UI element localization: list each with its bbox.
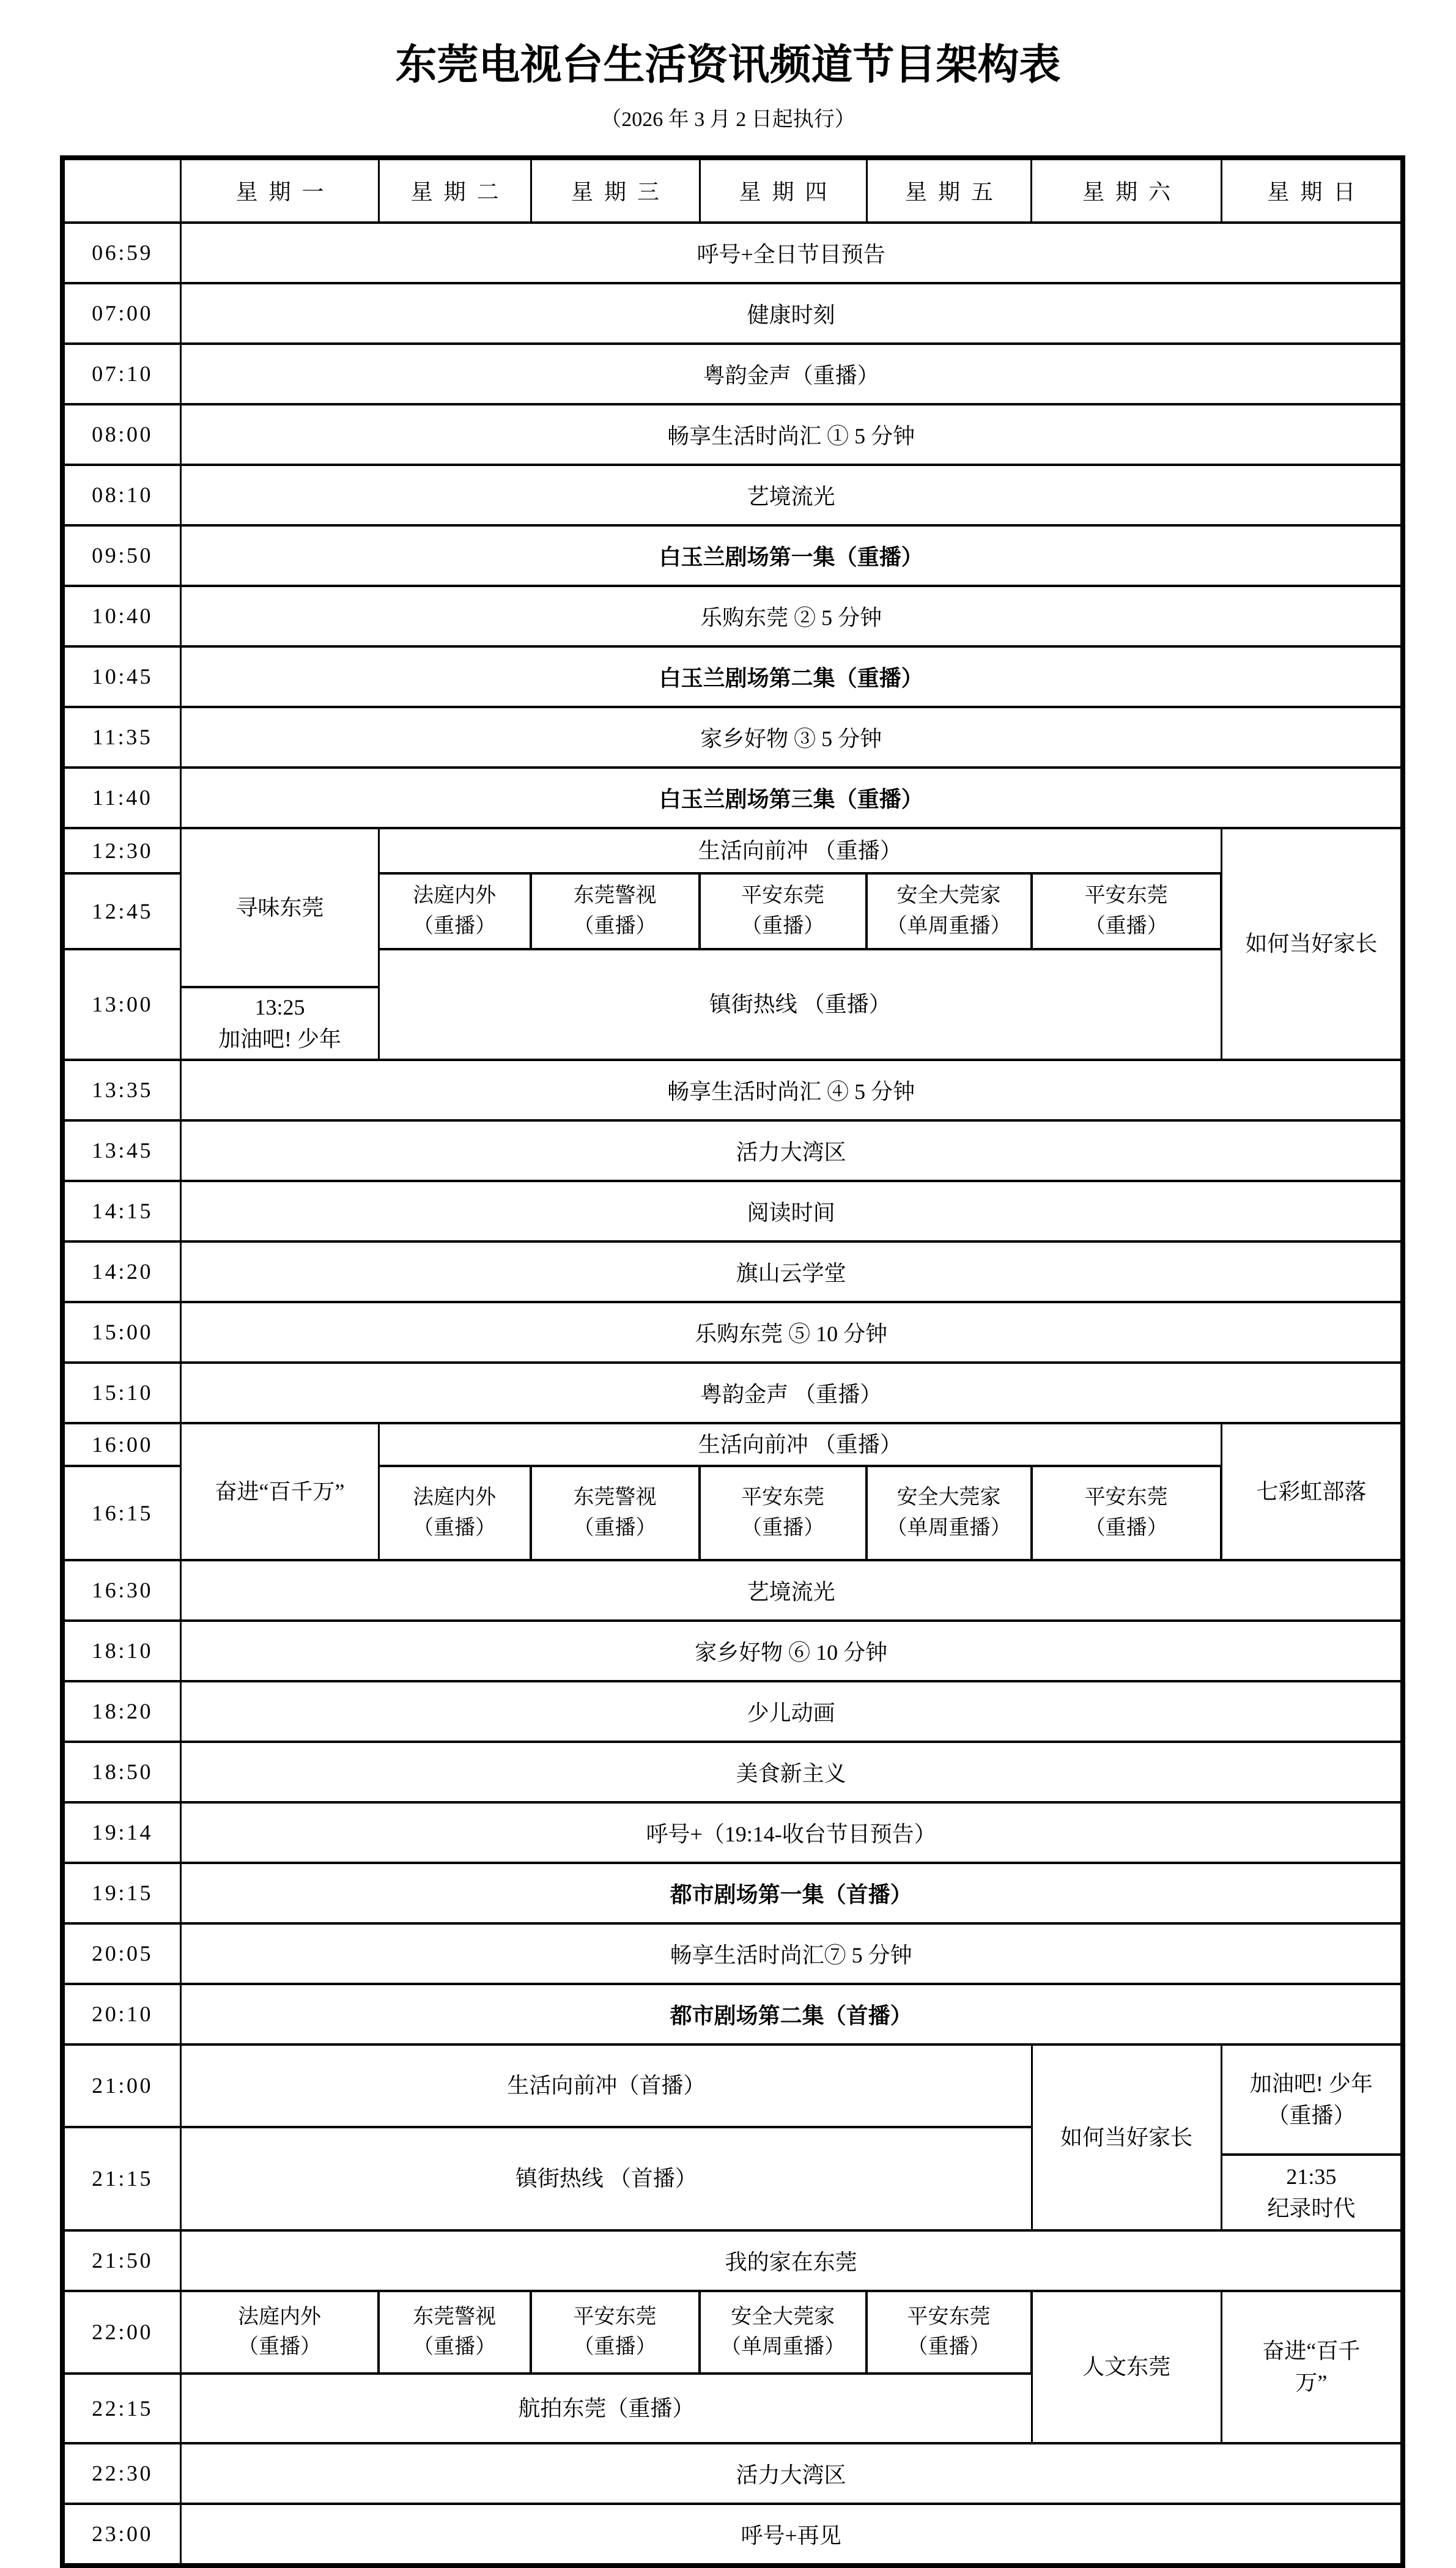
time-cell: 14:20 — [65, 1243, 182, 1301]
table-row — [65, 405, 1400, 466]
rerun-label: （重播） — [741, 914, 825, 938]
midday-block — [65, 829, 1400, 1061]
rerun-label: （重播） — [741, 1516, 825, 1539]
program-cell: 乐购东莞 ⑤ 10 分钟 — [695, 1321, 888, 1346]
day-header-sun: 星期日 — [1267, 180, 1367, 205]
program-cell: 家乡好物 ⑥ 10 分钟 — [695, 1640, 888, 1665]
day-header-tue: 星期二 — [380, 160, 532, 221]
subprogram-cell — [701, 875, 868, 950]
rerun-label: （重播） — [238, 2336, 322, 2359]
program-label: 平安东莞 — [741, 884, 825, 908]
program-label: 安全大莞家 — [896, 1486, 1001, 1509]
program-cell-monday — [182, 988, 379, 1059]
table-row — [65, 2232, 1400, 2292]
time-cell: 11:35 — [65, 708, 182, 766]
program-label: 纪录时代 — [1267, 2196, 1356, 2221]
program-cell: 我的家在东莞 — [725, 2249, 857, 2274]
rerun-label: （重播） — [1267, 2103, 1356, 2128]
program-label: 东莞警视 — [573, 884, 657, 908]
rerun-label: （单周重播） — [886, 914, 1011, 938]
program-cell-mon-fri: 航拍东莞（重播） — [182, 2375, 1032, 2442]
time-cell: 13:45 — [65, 1122, 182, 1180]
time-cell: 10:40 — [65, 587, 182, 645]
program-cell: 活力大湾区 — [736, 2462, 846, 2487]
program-label: 东莞警视 — [413, 2305, 497, 2328]
day-header-thu: 星期四 — [701, 160, 868, 221]
time-cell: 13:00 — [65, 950, 182, 1059]
program-cell-tue-sat: 生活向前冲 （重播） — [380, 1424, 1222, 1467]
time-cell: 12:30 — [65, 829, 182, 875]
day-header-fri: 星期五 — [868, 160, 1033, 221]
time-cell: 15:10 — [65, 1364, 182, 1422]
table-row — [65, 1182, 1400, 1243]
time-cell: 21:00 — [65, 2046, 182, 2128]
subprogram-cell — [868, 2292, 1033, 2375]
program-cell: 白玉兰剧场第二集（重播） — [659, 665, 923, 690]
time-cell: 11:40 — [65, 769, 182, 827]
time-cell: 08:00 — [65, 405, 182, 464]
time-cell: 09:50 — [65, 527, 182, 585]
rerun-label: （重播） — [1084, 1516, 1168, 1539]
time-cell: 07:10 — [65, 345, 182, 403]
time-cell: 16:30 — [65, 1561, 182, 1619]
table-row — [65, 708, 1400, 769]
subprogram-cell — [532, 1467, 701, 1559]
table-row — [65, 345, 1400, 405]
program-label: 安全大莞家 — [896, 884, 1001, 908]
time-cell: 07:00 — [65, 284, 182, 342]
time-cell: 15:00 — [65, 1303, 182, 1361]
table-row — [65, 2444, 1400, 2505]
rerun-label: （重播） — [413, 2336, 497, 2359]
program-cell: 粤韵金声（重播） — [703, 363, 879, 388]
subprogram-cell — [1033, 875, 1222, 950]
page-title: 东莞电视台生活资讯频道节目架构表 — [395, 42, 1061, 88]
day-header-sat: 星期六 — [1032, 160, 1222, 221]
table-row — [65, 224, 1400, 284]
program-cell: 健康时刻 — [747, 302, 835, 327]
time-cell: 23:00 — [65, 2505, 182, 2563]
rerun-label: （单周重播） — [886, 1516, 1011, 1539]
table-row — [65, 1682, 1400, 1743]
program-label: 平安东莞 — [1084, 1486, 1168, 1509]
program-cell: 阅读时间 — [747, 1200, 835, 1225]
program-cell: 畅享生活时尚汇 ① 5 分钟 — [667, 423, 915, 448]
time-cell: 22:00 — [65, 2292, 182, 2375]
subprogram-cell — [182, 2292, 379, 2375]
program-label: 法庭内外 — [413, 884, 497, 908]
table-row — [65, 284, 1400, 345]
program-cell-sunday — [1222, 2046, 1400, 2156]
rerun-label: （单周重播） — [720, 2336, 846, 2359]
program-label: 平安东莞 — [907, 2305, 991, 2328]
table-row — [65, 466, 1400, 527]
time-cell: 14:15 — [65, 1182, 182, 1240]
program-cell-tue-sat: 生活向前冲 （重播） — [380, 829, 1222, 875]
time-cell: 18:50 — [65, 1743, 182, 1801]
table-row — [65, 1925, 1400, 1985]
program-cell: 白玉兰剧场第三集（重播） — [659, 786, 923, 812]
program-cell: 都市剧场第二集（首播） — [670, 2003, 912, 2028]
program-cell: 乐购东莞 ② 5 分钟 — [700, 605, 882, 630]
table-row — [65, 527, 1400, 587]
program-cell: 家乡好物 ③ 5 分钟 — [700, 726, 882, 751]
time-header-cell — [65, 160, 182, 221]
time-cell: 21:50 — [65, 2232, 182, 2290]
program-label: 平安东莞 — [1084, 884, 1168, 908]
program-label: 平安东莞 — [573, 2305, 657, 2328]
program-cell: 粤韵金声 （重播） — [700, 1382, 882, 1407]
time-cell: 06:59 — [65, 224, 182, 282]
program-cell-sunday — [1222, 2156, 1400, 2229]
day-header-mon: 星期一 — [182, 160, 379, 221]
program-cell: 畅享生活时尚汇 ④ 5 分钟 — [667, 1079, 915, 1104]
program-cell: 美食新主义 — [736, 1761, 846, 1786]
program-label: 加油吧! 少年 — [1249, 2071, 1373, 2096]
rerun-label: （重播） — [413, 1516, 497, 1539]
table-row — [65, 1303, 1400, 1364]
program-cell: 呼号+（19:14-收台节目预告） — [646, 1821, 936, 1846]
subprogram-cell — [380, 1467, 532, 1559]
table-row — [65, 1561, 1400, 1622]
rerun-label: （重播） — [1084, 914, 1168, 938]
table-row — [65, 1864, 1400, 1925]
program-cell: 艺境流光 — [747, 1579, 835, 1604]
program-cell-monday: 奋进“百千万” — [182, 1424, 379, 1559]
table-row — [65, 648, 1400, 708]
subprogram-cell — [868, 1467, 1033, 1559]
program-cell-sunday: 如何当好家长 — [1245, 931, 1378, 957]
program-cell: 都市剧场第一集（首播） — [670, 1882, 912, 1907]
table-row — [65, 1743, 1400, 1804]
time-cell: 16:00 — [65, 1424, 182, 1467]
time-cell: 10:45 — [65, 648, 182, 706]
table-row — [65, 1364, 1400, 1424]
program-time-label: 13:25 — [254, 995, 305, 1020]
program-label: 安全大莞家 — [731, 2305, 835, 2328]
table-row — [65, 1243, 1400, 1303]
program-label: 平安东莞 — [741, 1486, 825, 1509]
program-cell-saturday: 人文东莞 — [1033, 2292, 1222, 2442]
subprogram-cell — [380, 875, 532, 950]
time-cell: 20:05 — [65, 1925, 182, 1983]
program-cell: 少儿动画 — [747, 1700, 835, 1725]
program-cell: 呼号+再见 — [741, 2523, 841, 2548]
time-cell: 13:35 — [65, 1061, 182, 1119]
program-cell-mon-fri: 镇街热线 （首播） — [182, 2128, 1032, 2229]
program-label: 奋进“百千万” — [1262, 2339, 1361, 2396]
table-row — [65, 1622, 1400, 1682]
block-2100 — [65, 2046, 1400, 2232]
program-cell: 呼号+全日节目预告 — [697, 242, 885, 267]
program-cell-saturday: 如何当好家长 — [1033, 2046, 1222, 2229]
subprogram-cell — [380, 2292, 532, 2375]
time-cell: 12:45 — [65, 875, 182, 950]
program-cell: 旗山云学堂 — [736, 1260, 846, 1286]
rerun-label: （重播） — [573, 1516, 657, 1539]
header-row — [65, 160, 1400, 224]
time-cell: 19:14 — [65, 1804, 182, 1862]
block-2200 — [65, 2292, 1400, 2444]
time-cell: 16:15 — [65, 1467, 182, 1559]
time-cell: 08:10 — [65, 466, 182, 524]
time-cell: 22:30 — [65, 2444, 182, 2503]
subprogram-cell — [701, 1467, 868, 1559]
rerun-label: （重播） — [573, 914, 657, 938]
time-cell: 18:20 — [65, 1682, 182, 1741]
table-row — [65, 1122, 1400, 1182]
time-cell: 18:10 — [65, 1622, 182, 1680]
program-cell: 白玉兰剧场第一集（重播） — [659, 544, 923, 569]
table-row — [65, 1985, 1400, 2046]
schedule-table — [60, 155, 1405, 2568]
table-row — [65, 769, 1400, 829]
program-cell: 活力大湾区 — [736, 1139, 846, 1164]
time-cell: 19:15 — [65, 1864, 182, 1922]
program-label: 加油吧! 少年 — [218, 1027, 342, 1052]
subprogram-cell — [532, 2292, 701, 2375]
table-row — [65, 587, 1400, 648]
time-cell: 20:10 — [65, 1985, 182, 2043]
program-cell: 畅享生活时尚汇⑦ 5 分钟 — [670, 1942, 912, 1967]
program-time-label: 21:35 — [1286, 2164, 1337, 2189]
subprogram-cell — [1033, 1467, 1222, 1559]
subprogram-cell — [868, 875, 1033, 950]
time-cell: 21:15 — [65, 2128, 182, 2229]
page-subtitle: （2026 年 3 月 2 日起执行） — [601, 108, 855, 131]
program-label: 法庭内外 — [238, 2305, 322, 2328]
table-row — [65, 2505, 1400, 2563]
rerun-label: （重播） — [413, 914, 497, 938]
program-label: 东莞警视 — [573, 1486, 657, 1509]
program-cell-monday: 寻味东莞 — [182, 829, 379, 988]
program-cell-tue-sat: 镇街热线 （重播） — [380, 950, 1222, 1059]
program-cell-sunday: 七彩虹部落 — [1256, 1479, 1367, 1504]
table-row — [65, 1804, 1400, 1864]
program-label: 法庭内外 — [413, 1486, 497, 1509]
program-cell: 艺境流光 — [747, 484, 835, 509]
time-cell: 22:15 — [65, 2375, 182, 2442]
program-cell-mon-fri: 生活向前冲（首播） — [182, 2046, 1032, 2128]
subprogram-cell — [701, 2292, 868, 2375]
table-row — [65, 1061, 1400, 1122]
rerun-label: （重播） — [907, 2336, 991, 2359]
day-header-wed: 星期三 — [532, 160, 701, 221]
block-1600 — [65, 1424, 1400, 1561]
program-cell-sunday — [1222, 2292, 1400, 2442]
rerun-label: （重播） — [573, 2336, 657, 2359]
subprogram-cell — [532, 875, 701, 950]
